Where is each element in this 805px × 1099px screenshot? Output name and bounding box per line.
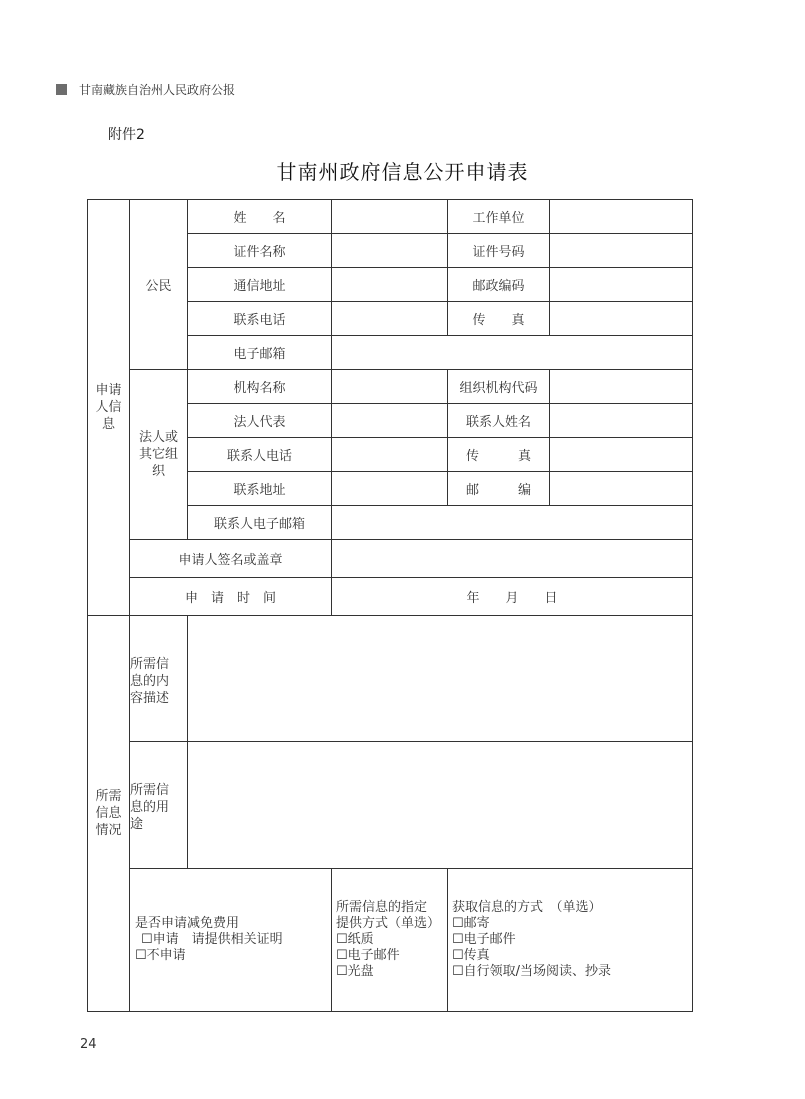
postal-label: 邮 编: [448, 472, 550, 506]
content-description-label: 所需信 息的内 容描述: [130, 616, 188, 742]
signature-field[interactable]: [332, 540, 693, 578]
contact-name-label: 联系人姓名: [448, 404, 550, 438]
phone-label: 联系电话: [188, 302, 332, 336]
organization-group-label: 法人或 其它组 织: [130, 370, 188, 540]
postcode-field[interactable]: [550, 268, 693, 302]
id-type-label: 证件名称: [188, 234, 332, 268]
obtain-mail-option[interactable]: ☐邮寄: [452, 916, 490, 931]
contact-phone-label: 联系人电话: [188, 438, 332, 472]
purpose-field[interactable]: [188, 742, 693, 869]
obtain-fax-option[interactable]: ☐传真: [452, 948, 490, 963]
fee-waiver-not-apply-option[interactable]: ☐不申请: [135, 948, 186, 963]
contact-address-label: 联系地址: [188, 472, 332, 506]
fee-waiver-cell: [130, 869, 332, 1012]
org-fax-field[interactable]: [550, 438, 693, 472]
fee-waiver-apply-option[interactable]: ☐申请 请提供相关证明: [141, 932, 283, 947]
provide-method-title-line2: 提供方式（单选）: [336, 916, 441, 931]
attachment-label: 附件2: [108, 127, 145, 143]
obtain-method-title: 获取信息的方式 （单选）: [452, 900, 602, 915]
org-name-field[interactable]: [332, 370, 448, 404]
address-field[interactable]: [332, 268, 448, 302]
fee-waiver-title: 是否申请减免费用: [135, 916, 240, 931]
contact-email-field[interactable]: [332, 506, 693, 540]
citizen-group-label: 公民: [130, 200, 188, 370]
org-fax-label: 传 真: [448, 438, 550, 472]
id-type-field[interactable]: [332, 234, 448, 268]
name-field[interactable]: [332, 200, 448, 234]
email-field[interactable]: [332, 336, 693, 370]
content-description-field[interactable]: [188, 616, 693, 742]
provide-disc-option[interactable]: ☐光盘: [336, 964, 374, 979]
id-number-field[interactable]: [550, 234, 693, 268]
contact-phone-field[interactable]: [332, 438, 448, 472]
contact-address-field[interactable]: [332, 472, 448, 506]
org-name-label: 机构名称: [188, 370, 332, 404]
id-number-label: 证件号码: [448, 234, 550, 268]
obtain-method-cell: [448, 869, 693, 1012]
provide-paper-option[interactable]: ☐纸质: [336, 932, 374, 947]
phone-field[interactable]: [332, 302, 448, 336]
contact-name-field[interactable]: [550, 404, 693, 438]
apply-time-label: 申 请 时 间: [130, 578, 332, 616]
info-section-label: 所需 信息 情况: [88, 616, 130, 1012]
obtain-email-option[interactable]: ☐电子邮件: [452, 932, 516, 947]
name-label: 姓 名: [188, 200, 332, 234]
provide-email-option[interactable]: ☐电子邮件: [336, 948, 400, 963]
form-title: 甘南州政府信息公开申请表: [276, 160, 529, 184]
postcode-label: 邮政编码: [448, 268, 550, 302]
fax-field[interactable]: [550, 302, 693, 336]
work-unit-label: 工作单位: [448, 200, 550, 234]
header-square-icon: [56, 84, 67, 95]
publication-name: 甘南藏族自治州人民政府公报: [79, 83, 236, 97]
provide-method-cell: [332, 869, 448, 1012]
provide-method-title-line1: 所需信息的指定: [336, 900, 428, 915]
email-label: 电子邮箱: [188, 336, 332, 370]
applicant-section-label: 申请 人信 息: [88, 200, 130, 616]
org-code-field[interactable]: [550, 370, 693, 404]
contact-email-label: 联系人电子邮箱: [188, 506, 332, 540]
signature-label: 申请人签名或盖章: [130, 540, 332, 578]
legal-rep-label: 法人代表: [188, 404, 332, 438]
postal-field[interactable]: [550, 472, 693, 506]
obtain-self-collect-option[interactable]: ☐自行领取/当场阅读、抄录: [452, 964, 612, 979]
page-number: 24: [80, 1037, 97, 1052]
application-form-table: [87, 199, 693, 1012]
legal-rep-field[interactable]: [332, 404, 448, 438]
apply-date-field[interactable]: 年 月 日: [332, 578, 693, 616]
org-code-label: 组织机构代码: [448, 370, 550, 404]
publication-header: [56, 81, 235, 98]
address-label: 通信地址: [188, 268, 332, 302]
work-unit-field[interactable]: [550, 200, 693, 234]
fax-label: 传 真: [448, 302, 550, 336]
purpose-label: 所需信 息的用 途: [130, 742, 188, 869]
